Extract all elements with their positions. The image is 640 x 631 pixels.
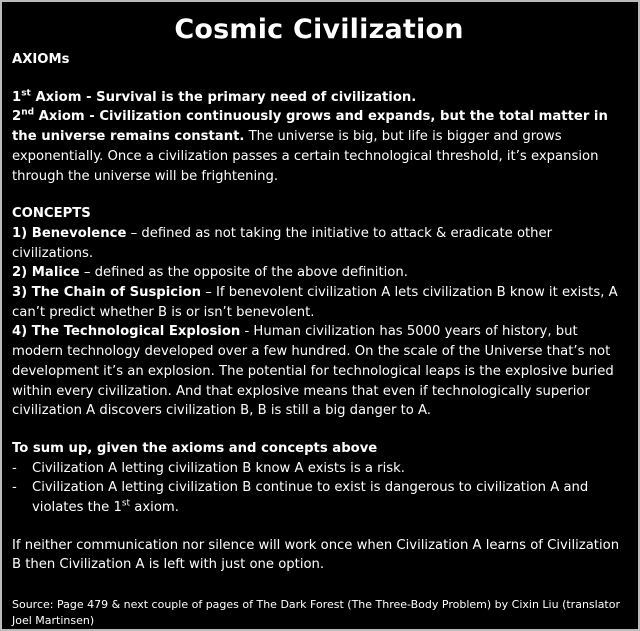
axiom-1 — [12, 88, 626, 108]
concept-item — [12, 224, 626, 263]
summary-item — [12, 478, 626, 517]
concept-term: 2) Malice — [12, 265, 80, 281]
slide-body — [12, 50, 626, 629]
spacer — [12, 518, 626, 536]
axiom-2-bold-text: Axiom - Civilization continuously grows and expands, but the total matter in the universe remains constant. — [12, 109, 608, 145]
summary-text: Civilization A letting civilization B continue to exist is dangerous to civilization A and violates the 1 — [32, 480, 589, 516]
concepts-heading: CONCEPTS — [12, 206, 91, 222]
axiom-2-explanation: The universe is big, but life is bigger and grows exponentially. Once a civilization passes a certain technological threshold, it’s expansion through the universe will be frightening. — [12, 129, 599, 184]
source-citation: Source: Page 479 & next couple of pages of The Dark Forest (The Three-Body Problem) by Cixin Liu (translator Joel Martinsen) — [12, 598, 621, 628]
concept-description: – defined as not taking the initiative to attack & eradicate other civilizations. — [12, 225, 553, 261]
axiom-2 — [12, 107, 626, 186]
spacer — [12, 70, 626, 88]
spacer — [12, 421, 626, 439]
axiom-1-number: 1 — [12, 89, 22, 105]
concept-term: 1) Benevolence — [12, 225, 127, 241]
concept-term: 4) The Technological Explosion — [12, 324, 241, 340]
concept-description: – If benevolent civilization A lets civilization B know it exists, A can’t predict whether B is or isn’t benevolent. — [12, 285, 618, 320]
page-title: Cosmic Civilization — [174, 14, 464, 45]
concept-term: 3) The Chain of Suspicion — [12, 285, 202, 301]
concept-description: - Human civilization has 5000 years of history, but modern technology developed over a few hundred. On the scale of the Universe that’s not development it’s an explosion. The potential for technological leaps is the explosive buried within every civilization. And that explosive means that even if technologically superior civilization A discovers civilization B, B is still a big danger to A. — [12, 324, 614, 419]
axiom-1-text: Axiom - Survival is the primary need of civilization. — [30, 89, 417, 105]
concept-item — [12, 263, 626, 283]
concept-item — [12, 283, 626, 322]
conclusion: If neither communication nor silence will work once when Civilization A learns of Civilization B then Civilization A is left with just one option. — [12, 537, 620, 573]
summary-ordinal: st — [121, 498, 131, 509]
summary-heading: To sum up, given the axioms and concepts above — [12, 440, 378, 456]
bullet-dash: - — [12, 480, 17, 496]
axiom-2-ordinal: nd — [21, 108, 35, 119]
summary-tail: axiom. — [130, 500, 179, 516]
summary-item-text — [32, 478, 626, 517]
concept-item — [12, 322, 626, 421]
summary-text: Civilization A letting civilization B know A exists is a risk. — [32, 460, 405, 476]
summary-item-text — [32, 459, 626, 479]
bullet-dash: - — [12, 460, 17, 476]
axiom-2-number: 2 — [12, 109, 22, 125]
spacer — [12, 186, 626, 204]
axiom-1-ordinal: st — [21, 88, 31, 99]
axioms-heading: AXIOMs — [12, 52, 70, 67]
summary-item — [12, 459, 626, 479]
concept-description: – defined as the opposite of the above definition. — [79, 265, 408, 281]
